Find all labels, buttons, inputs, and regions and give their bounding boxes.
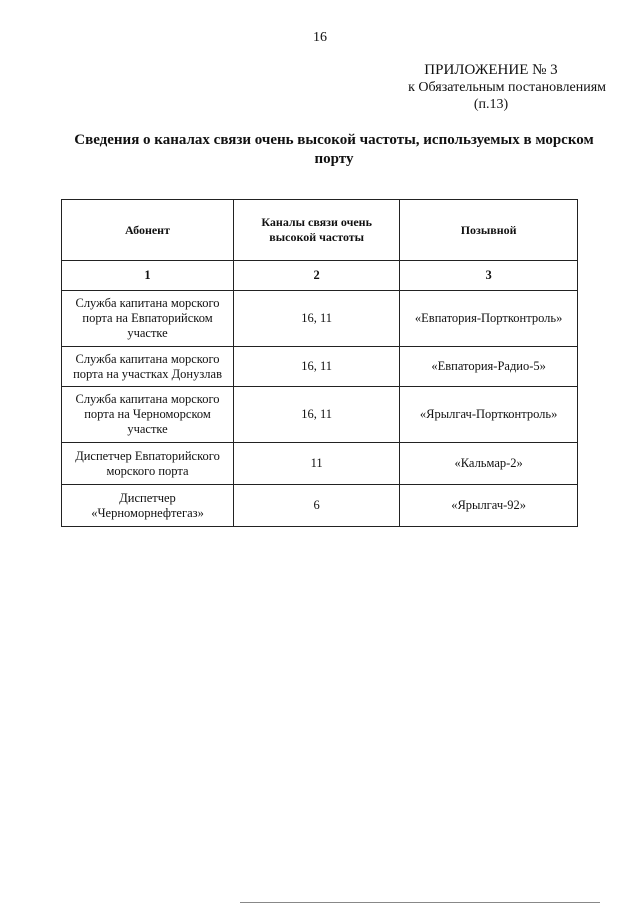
channels-cell: 16, 11 (234, 347, 400, 387)
appendix-reference: к Обязательным постановлениям (408, 80, 606, 95)
subscriber-cell: Диспетчер «Черноморнефтегаз» (62, 485, 234, 527)
column-number: 2 (234, 261, 400, 291)
table-row (62, 347, 578, 387)
table-row (62, 443, 578, 485)
appendix-paragraph: (п.13) (473, 97, 509, 112)
page-number: 16 (313, 30, 327, 45)
subscriber-cell: Служба капитана морского порта на Евпаторийском участке (62, 291, 234, 347)
column-number-row (62, 261, 578, 291)
channels-cell: 16, 11 (234, 387, 400, 443)
document-title: Сведения о каналах связи очень высокой частоты, используемых в морском порту (74, 132, 594, 167)
channels-cell: 16, 11 (234, 291, 400, 347)
header-subscriber: Абонент (62, 200, 234, 261)
column-number: 3 (400, 261, 578, 291)
subscriber-cell: Диспетчер Евпаторийского морского порта (62, 443, 234, 485)
header-call-sign: Позывной (400, 200, 578, 261)
channels-table (61, 199, 578, 527)
table-row (62, 291, 578, 347)
subscriber-cell: Служба капитана морского порта на Черноморском участке (62, 387, 234, 443)
subscriber-cell: Служба капитана морского порта на участках Донузлав (62, 347, 234, 387)
appendix-title: ПРИЛОЖЕНИЕ № 3 (424, 62, 558, 78)
table-row (62, 387, 578, 443)
column-number: 1 (62, 261, 234, 291)
call-sign-cell: «Евпатория-Портконтроль» (400, 291, 578, 347)
channels-cell: 11 (234, 443, 400, 485)
call-sign-cell: «Кальмар-2» (400, 443, 578, 485)
call-sign-cell: «Евпатория-Радио-5» (400, 347, 578, 387)
call-sign-cell: «Ярылгач-Портконтроль» (400, 387, 578, 443)
page-edge-line (240, 902, 600, 903)
appendix-header (346, 62, 606, 113)
table-row (62, 485, 578, 527)
channels-cell: 6 (234, 485, 400, 527)
header-vhf-channels: Каналы связи очень высокой частоты (234, 200, 400, 261)
call-sign-cell: «Ярылгач-92» (400, 485, 578, 527)
table-header-row (62, 200, 578, 261)
